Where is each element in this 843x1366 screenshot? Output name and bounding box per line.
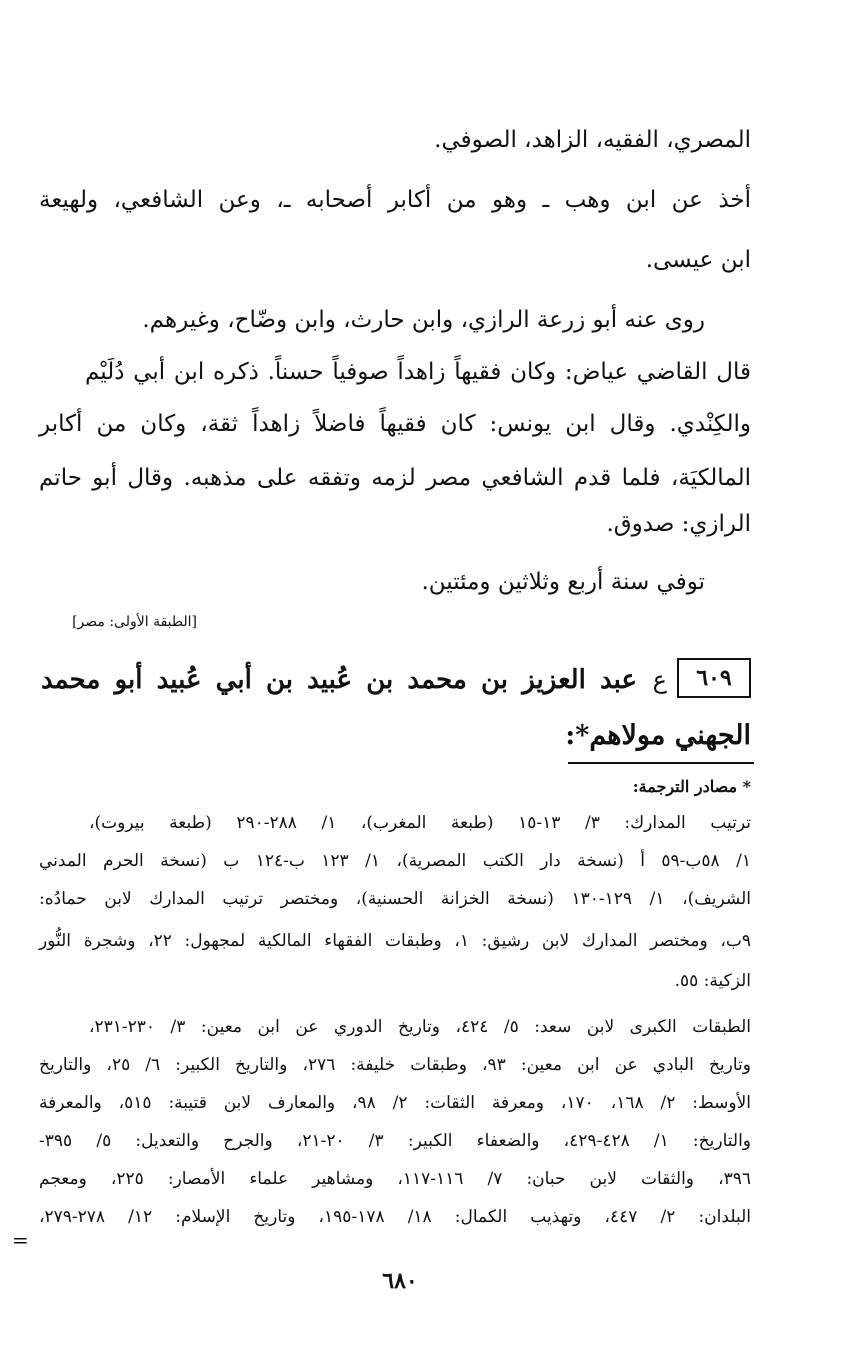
tabaqa-label: [الطبقة الأولى: مصر]: [72, 614, 197, 630]
source-line-2: ١/ ٥٨ب-٥٩ أ (نسخة دار الكتب المصرية)، ١/ ١٢٣ ب-١٢٤ ب (نسخة الحرم المدني: [39, 851, 751, 871]
body-line-1: المصري، الفقيه، الزاهد، الصوفي.: [434, 127, 751, 153]
entry-symbol: ع: [652, 666, 667, 694]
source-line-11: البلدان: ٢/ ٤٤٧، وتهذيب الكمال: ١٨/ ١٧٨-١٩٥، وتاريخ الإسلام: ١٢/ ٢٧٨-٢٧٩،: [39, 1207, 751, 1227]
body-line-2: أخذ عن ابن وهب ـ وهو من أكابر أصحابه ـ، وعن الشافعي، ولهيعة: [39, 187, 751, 213]
source-line-8: الأوسط: ٢/ ١٦٨، ١٧٠، ومعرفة الثقات: ٢/ ٩٨، والمعارف لابن قتيبة: ٥١٥، والمعرفة: [39, 1093, 752, 1113]
entry-number: ٦٠٩: [696, 665, 732, 691]
source-line-1: ترتيب المدارك: ٣/ ١٣-١٥ (طبعة المغرب)، ١/ ٢٨٨-٢٩٠ (طبعة بيروت)،: [89, 813, 751, 833]
source-line-9: والتاريخ: ١/ ٤٢٨-٤٢٩، والضعفاء الكبير: ٣/ ٢٠-٢١، والجرح والتعديل: ٥/ ٣٩٥-: [39, 1131, 751, 1151]
source-line-4: ٩ب، ومختصر المدارك لابن رشيق: ١، وطبقات الفقهاء المالكية لمجهول: ٢٢، وشجرة النُّور: [39, 931, 751, 951]
source-line-5: الزكية: ٥٥.: [674, 971, 751, 991]
sources-title: * مصادر الترجمة:: [632, 777, 751, 796]
body-line-7: المالكيَة، فلما قدم الشافعي مصر لزمه وتفقه على مذهبه. وقال أبو حاتم: [39, 465, 751, 491]
page-number: ٦٨٠: [382, 1268, 418, 1294]
footnote-rule: [568, 762, 754, 764]
source-line-3: الشريف)، ١/ ١٢٩-١٣٠ (نسخة الخزانة الحسنية)، ومختصر ترتيب المدارك لابن حمادُه:: [39, 889, 751, 909]
body-line-5: قال القاضي عياض: وكان فقيهاً زاهداً صوفياً حسناً. ذكره ابن أبي دُلَيْم: [85, 359, 751, 385]
source-line-10: ٣٩٦، والثقات لابن حبان: ٧/ ١١٦-١١٧، ومشاهير علماء الأمصار: ٢٢٥، ومعجم: [39, 1169, 751, 1189]
continuation-mark: =: [12, 1228, 29, 1252]
entry-heading-line-2: الجهني مولاهم*:: [565, 720, 751, 751]
body-line-4: روى عنه أبو زرعة الرازي، وابن حارث، وابن وضّاح، وغيرهم.: [142, 307, 705, 333]
body-line-6: والكِنْدي. وقال ابن يونس: كان فقيهاً فاضلاً زاهداً ثقة، وكان من أكابر: [39, 411, 751, 437]
source-line-6: الطبقات الكبرى لابن سعد: ٥/ ٤٢٤، وتاريخ الدوري عن ابن معين: ٣/ ٢٣٠-٢٣١،: [89, 1017, 751, 1037]
source-line-7: وتاريخ البادي عن ابن معين: ٩٣، وطبقات خليفة: ٢٧٦، والتاريخ الكبير: ٦/ ٢٥، والتاريخ: [39, 1055, 751, 1075]
entry-number-box: [677, 658, 751, 698]
entry-heading-line-1: عبد العزيز بن محمد بن عُبيد بن أبي عُبيد أبو محمد: [41, 665, 637, 695]
body-line-3: ابن عيسى.: [645, 247, 751, 273]
body-line-8: الرازي: صدوق.: [606, 511, 751, 537]
body-line-9: توفي سنة أربع وثلاثين ومئتين.: [421, 569, 705, 595]
